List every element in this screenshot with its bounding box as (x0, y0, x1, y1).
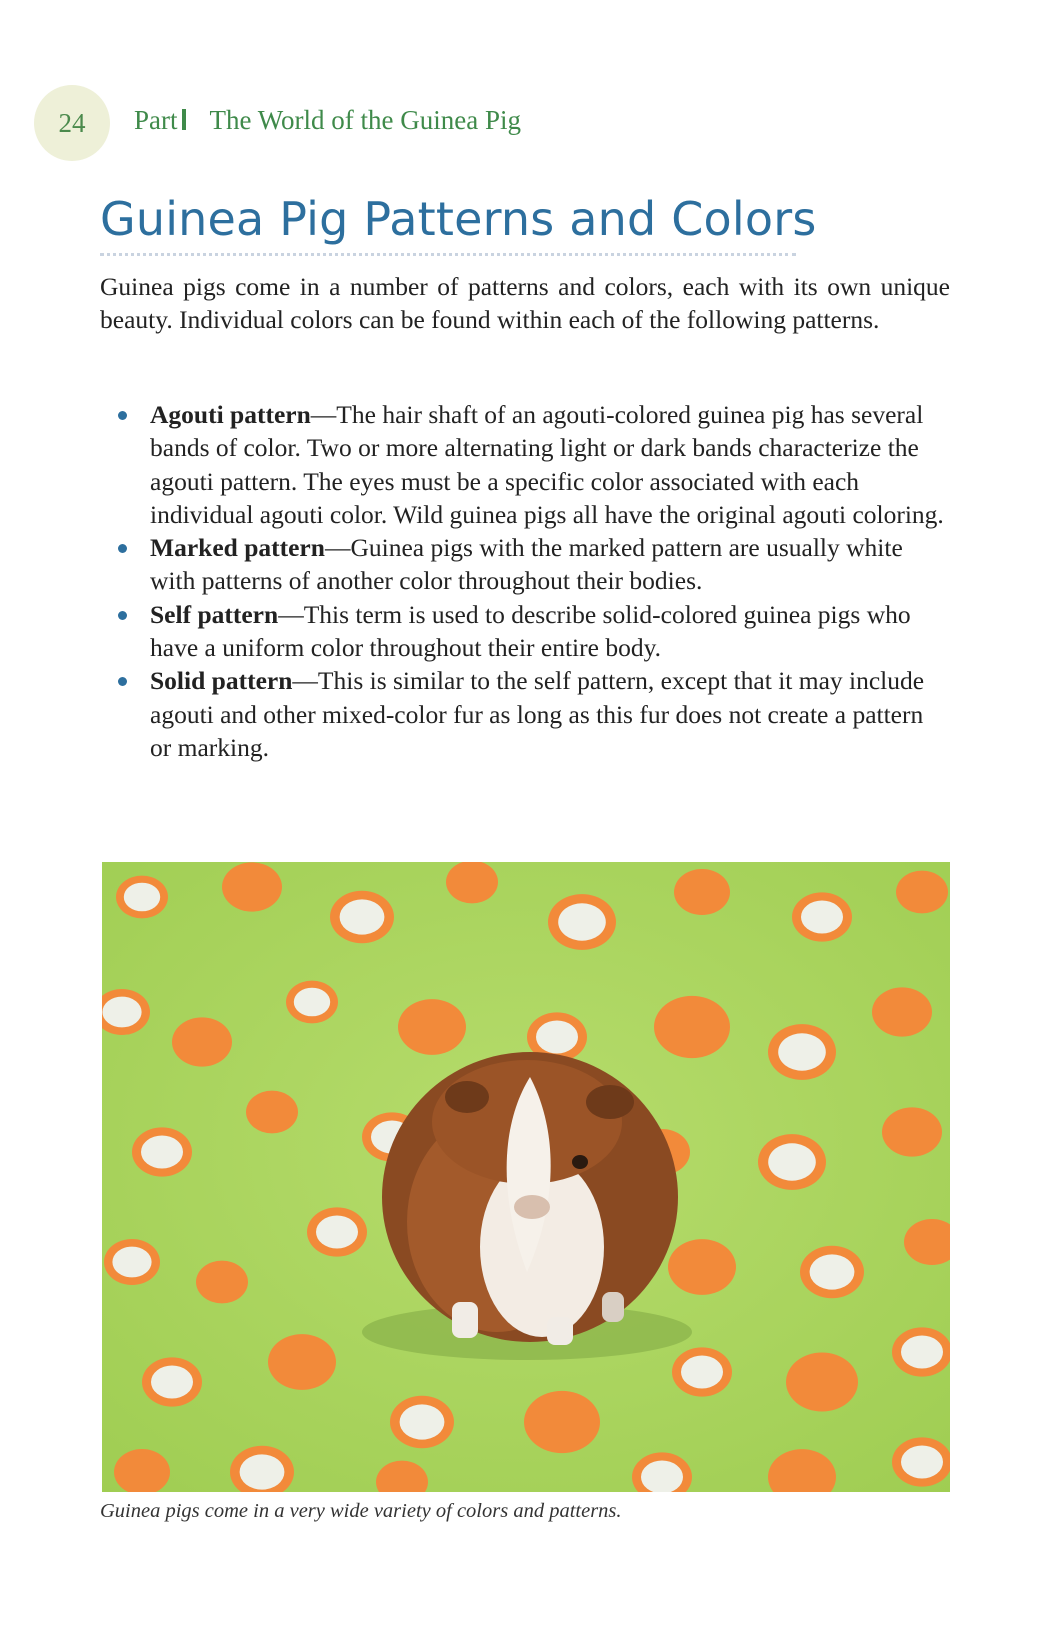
pattern-term: Marked pattern (150, 533, 325, 563)
pattern-term: Solid pattern (150, 666, 293, 696)
polka-dot-center (294, 988, 330, 1017)
polka-dot-center (240, 1454, 285, 1489)
bullet-icon (118, 411, 127, 420)
bullet-icon (118, 611, 127, 620)
polka-dot (786, 1352, 858, 1411)
list-item (100, 531, 950, 598)
polka-dot-center (681, 1356, 723, 1389)
pattern-term: Self pattern (150, 599, 279, 629)
polka-dot (398, 999, 466, 1055)
pattern-description: —This is similar to the self pattern, except that it may include agouti and other mixed-color fur as long as this fur does not create a pattern or marking. (150, 666, 925, 762)
polka-dot (674, 869, 730, 915)
list-item (100, 398, 950, 531)
part-label-wrap (134, 105, 521, 136)
polka-dot-center (102, 997, 141, 1028)
title-divider (100, 253, 796, 256)
polka-dot (524, 1391, 600, 1453)
polka-dot-center (641, 1461, 683, 1493)
polka-dot-center (810, 1254, 855, 1289)
polka-dot (668, 1239, 736, 1295)
polka-dot-center (901, 1336, 943, 1369)
polka-dot (896, 871, 948, 914)
list-item (100, 664, 950, 764)
photo-illustration (102, 862, 950, 1492)
polka-dot (882, 1107, 942, 1156)
polka-dot (196, 1261, 248, 1304)
polka-dot-center (778, 1033, 826, 1070)
pattern-term: Agouti pattern (150, 400, 311, 429)
polka-dot-center (316, 1216, 358, 1249)
polka-dot-center (558, 903, 606, 940)
polka-dot (222, 862, 282, 911)
polka-dot-center (141, 1136, 183, 1169)
polka-dot (654, 996, 730, 1058)
running-header (34, 85, 734, 165)
page-number: 24 (34, 85, 110, 161)
part-roman-numeral-icon (182, 109, 186, 130)
bullet-icon (118, 544, 127, 553)
polka-dot-center (400, 1404, 445, 1439)
figure-caption: Guinea pigs come in a very wide variety of colors and patterns. (100, 1500, 622, 1522)
polka-dot-center (901, 1446, 943, 1479)
polka-dot-center (112, 1247, 151, 1278)
pattern-description: —Guinea pigs with the marked pattern are usually white with patterns of another color throughout their bodies. (150, 533, 903, 596)
guinea-pig-photo (102, 862, 950, 1492)
part-label: Part (134, 105, 178, 135)
polka-dot (268, 1334, 336, 1390)
pattern-description: —The hair shaft of an agouti-colored guinea pig has several bands of color. Two or more alternating light or dark bands characterize the agouti pattern. The eyes must be a specific color associated with each individual agouti color. Wild guinea pigs all have the original agouti coloring. (150, 400, 944, 529)
pattern-description: —This term is used to describe solid-colored guinea pigs who have a uniform color throughout their entire body. (150, 599, 911, 663)
polka-dot-center (340, 899, 385, 934)
section-title: Guinea Pig Patterns and Colors (100, 192, 817, 246)
polka-dot-center (768, 1143, 816, 1180)
polka-dot (446, 862, 498, 903)
intro-paragraph: Guinea pigs come in a number of patterns and colors, each with its own unique beauty. Individual colors can be found within each of the following patterns. (100, 272, 950, 334)
polka-dot-center (801, 901, 843, 934)
bullet-icon (118, 677, 127, 686)
polka-dot (246, 1091, 298, 1134)
polka-dot (872, 987, 932, 1036)
polka-dot-center (536, 1021, 578, 1054)
list-item (100, 598, 950, 665)
polka-dot-center (151, 1366, 193, 1399)
pattern-list (100, 398, 950, 764)
chapter-title: The World of the Guinea Pig (209, 105, 522, 135)
polka-dot-center (124, 883, 160, 912)
polka-dot (172, 1017, 232, 1066)
